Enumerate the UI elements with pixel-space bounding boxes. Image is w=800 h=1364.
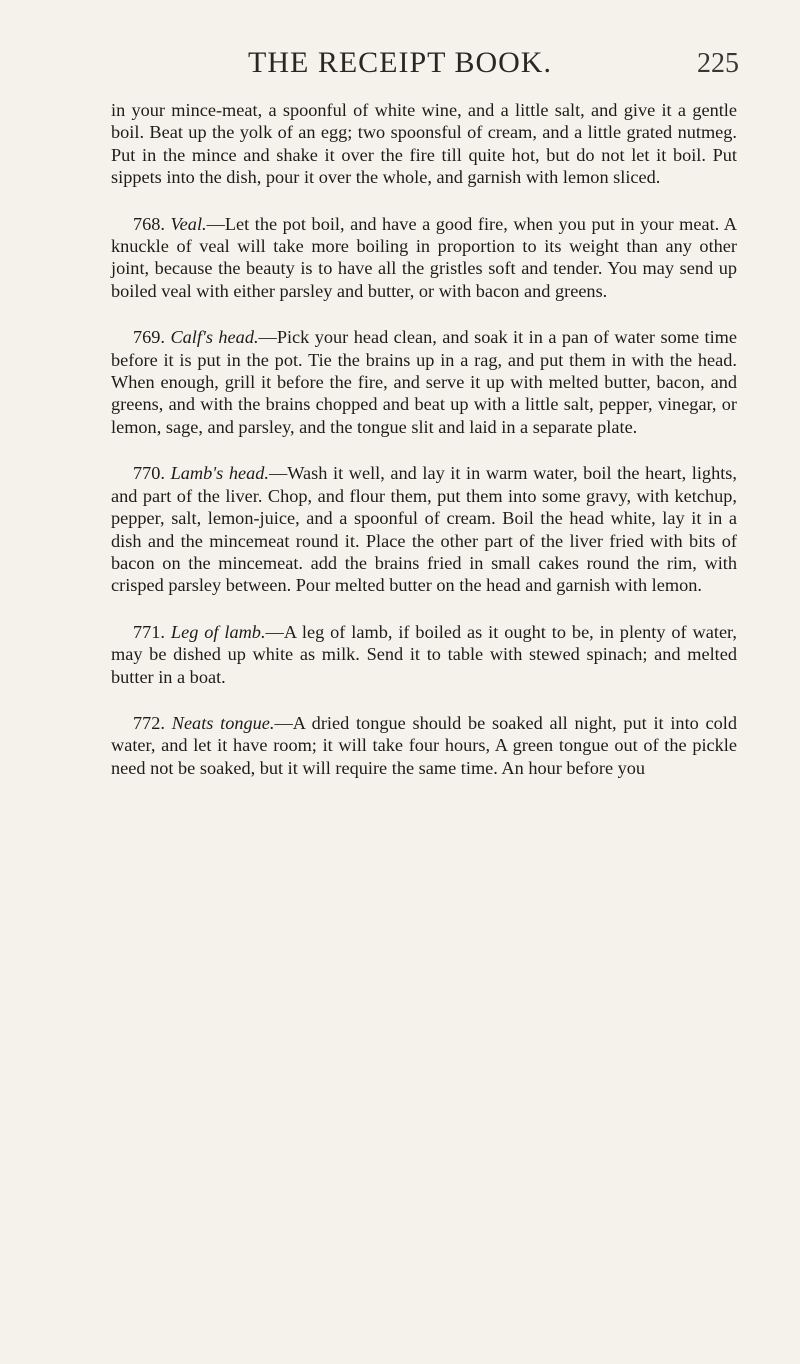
running-title: THE RECEIPT BOOK.	[248, 46, 552, 79]
recipe-text: —Pick your head clean, and soak it in a pan of water some time before it is put in the pot. Tie the brains up in a rag, and put them in with the head. When enough, grill it before the fire, and serve it up with melted butter, bacon, and greens, and with the brains chopped and beat up with a little salt, pepper, vinegar, or lemon, sage, and parsley, and the tongue slit and laid in a separate plate.	[111, 327, 737, 437]
recipe-text: —A leg of lamb, if boiled as it ought to be, in plenty of water, may be dished up white as milk. Send it to table with stewed spinach; and melted butter in a boat.	[111, 621, 737, 687]
recipe-text: —Let the pot boil, and have a good fire, when you put in your meat. A knuckle of veal will take more boiling in proportion to its weight than any other joint, because the beauty is to have all the gristles soft and tender. You may send up boiled veal with either parsley and butter, or with bacon and greens.	[111, 213, 737, 301]
recipe-number: 770.	[133, 463, 165, 484]
recipe-title: Calf's head.	[170, 327, 259, 348]
page-number: 225	[697, 48, 739, 79]
recipe-number: 771.	[133, 621, 165, 642]
recipe-772	[111, 712, 737, 779]
recipe-title: Lamb's head.	[170, 463, 269, 484]
paragraph-continuation	[111, 99, 737, 189]
recipe-title: Veal.	[170, 213, 207, 234]
recipe-768	[111, 213, 737, 303]
recipe-number: 768.	[133, 213, 165, 234]
page-header	[0, 46, 800, 86]
paragraph-text: in your mince-meat, a spoonful of white wine, and a little salt, and give it a gentle boil. Beat up the yolk of an egg; two spoonsful of cream, and a little grated nutmeg. Put in the mince and shake it over the fire till quite hot, but do not let it boil. Put sippets into the dish, pour it over the whole, and garnish with lemon sliced.	[111, 100, 737, 188]
recipe-number: 772.	[133, 712, 165, 733]
recipe-769	[111, 326, 737, 438]
recipe-text: —A dried tongue should be soaked all night, put it into cold water, and let it have room; it will take four hours, A green tongue out of the pickle need not be soaked, but it will require the same time. An hour before you	[111, 712, 738, 778]
recipe-771	[111, 621, 737, 688]
recipe-number: 769.	[133, 327, 165, 348]
recipe-title: Neats tongue.	[171, 712, 275, 733]
recipe-title: Leg of lamb.	[170, 621, 266, 642]
page-body	[111, 99, 737, 803]
recipe-770	[111, 462, 737, 596]
recipe-text: —Wash it well, and lay it in warm water, boil the heart, lights, and part of the liver. Chop, and flour them, put them into some gravy, with ketchup, pepper, salt, lemon-juice, and a spoonful of cream. Boil the head white, lay it in a dish and the mincemeat round it. Place the other part of the liver fried with bits of bacon on the mincemeat. add the brains fried in small cakes round the rim, with crisped parsley between. Pour melted butter on the head and garnish with lemon.	[111, 463, 737, 596]
